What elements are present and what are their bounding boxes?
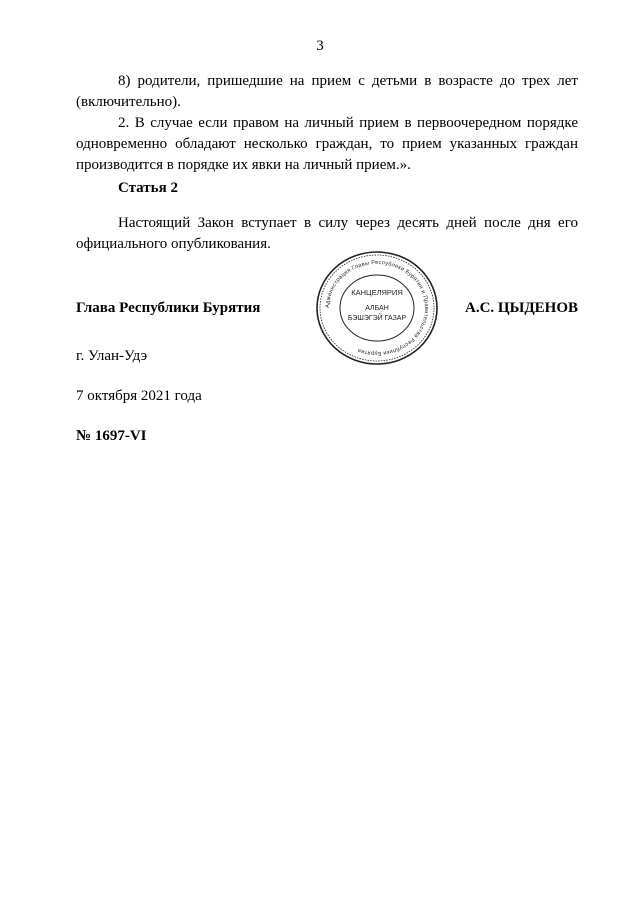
item-2-paragraph: 2. В случае если правом на личный прием в первоочередном порядке одновременно обладают несколько граждан, то прием указанных граждан производится в порядке их явки на личный прием.». xyxy=(76,115,578,173)
seal-center-line1: КАНЦЕЛЯРИЯ xyxy=(351,288,403,297)
article1-tail xyxy=(76,71,578,176)
item-8-paragraph: 8) родители, пришедшие на прием с детьми в возрасте до трех лет (включительно). xyxy=(76,73,578,110)
signing-date: 7 октября 2021 года xyxy=(76,388,202,404)
official-seal xyxy=(315,250,439,366)
place-of-signing: г. Улан-Удэ xyxy=(76,348,148,364)
signer-title: Глава Республики Бурятия xyxy=(76,300,261,316)
article-2-heading: Статья 2 xyxy=(118,180,178,196)
article2-body xyxy=(76,213,578,255)
seal-center-line3: БЭШЭГЭЙ ГАЗАР xyxy=(347,315,407,322)
page-number: 3 xyxy=(316,38,324,54)
seal-center-line2: АЛБАН xyxy=(365,305,389,312)
article-2-text: Настоящий Закон вступает в силу через десять дней после дня его официального опубликования. xyxy=(76,215,578,252)
law-number: № 1697-VI xyxy=(76,428,147,444)
signer-name: А.С. ЦЫДЕНОВ xyxy=(465,300,578,316)
seal-outer-text: Администрация Главы Республики Бурятия и Правительства Республики Бурятия xyxy=(324,259,430,357)
